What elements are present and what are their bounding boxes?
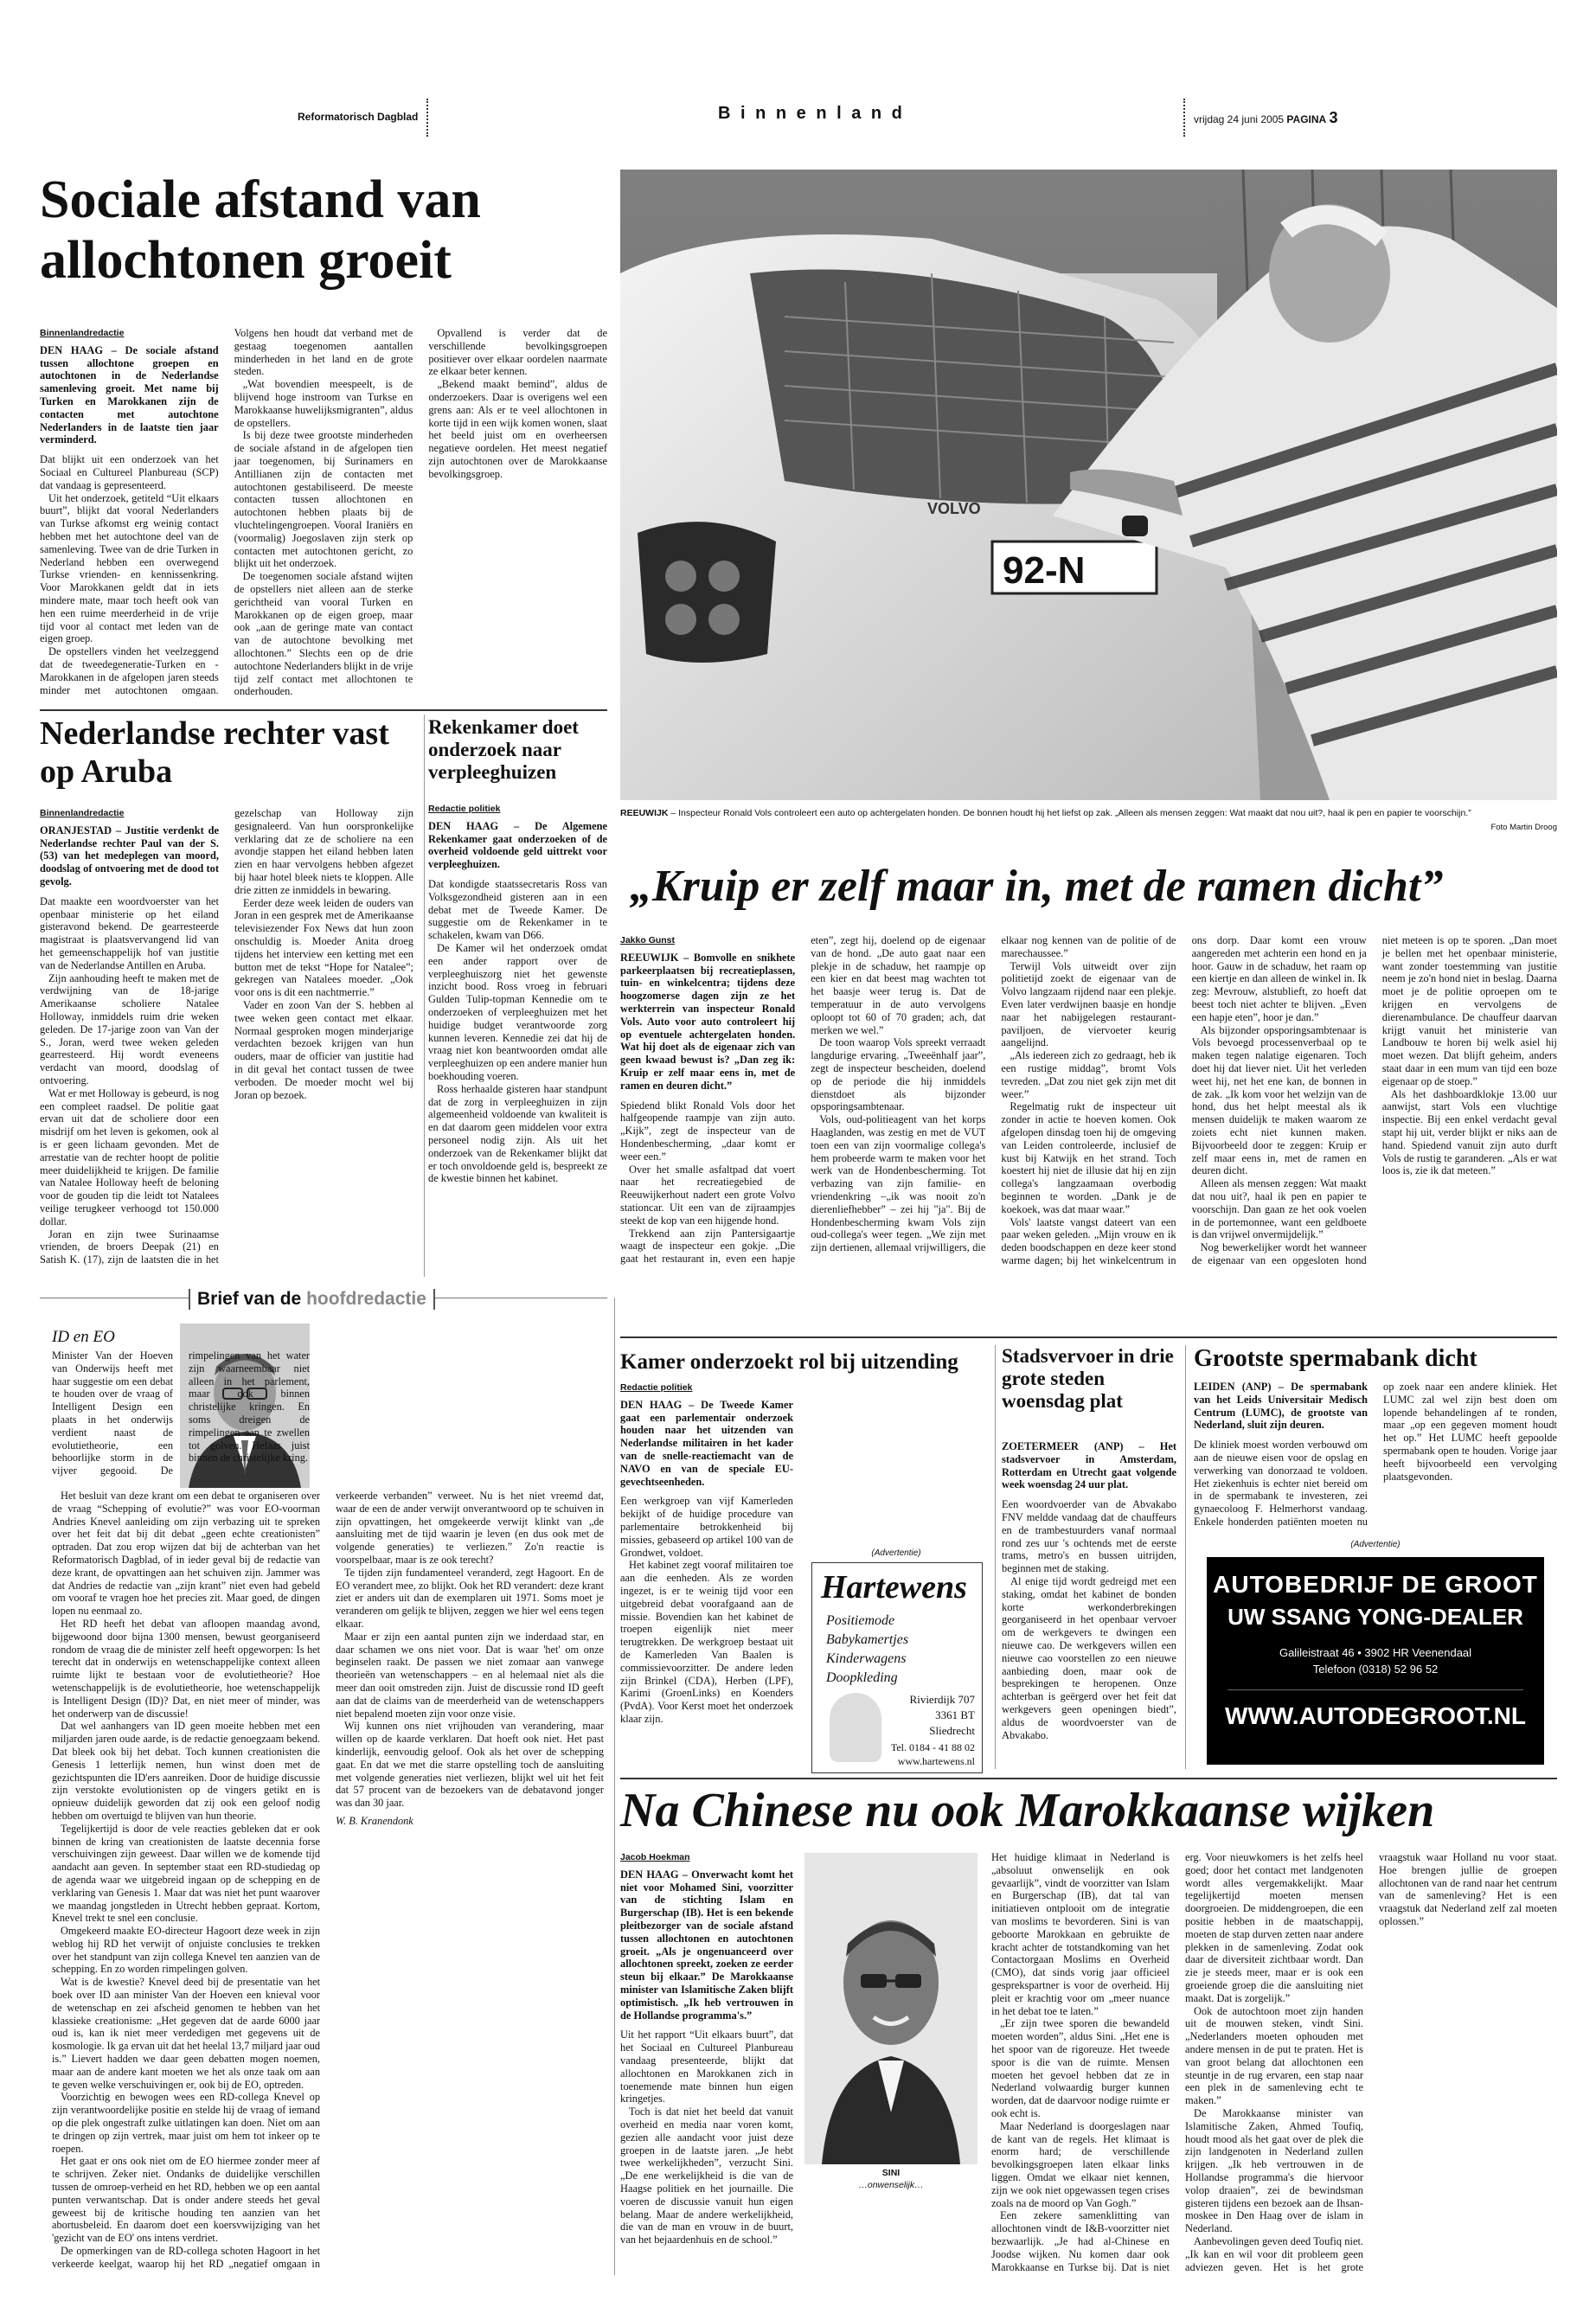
article-sperma-body [1194, 1381, 1557, 1536]
headline-aruba: Nederlandse rechter vast op Aruba [40, 715, 389, 790]
article-afstand-body [40, 327, 607, 703]
ad-hartewens-web: www.hartewens.nl [897, 1755, 975, 1767]
paragraph: Het RD heeft het debat van afloopen maandag avond, bijgewoond door bijna 1300 mensen, bewust georganiseerd rondom de vraag die de minister zelf heeft opgeworpen: Is het terecht dat in onderwijs en wetenschappelijke context alleen ruimte lijkt te bestaan voor de evolutietheorie? Hoe wetenschappelijk is de evolutietheorie, hoe wetenschappelijk is Intelligent Design (ID)? Dat, en niet meer of minder, was het onderwerp van de discussie! [52, 1617, 320, 1720]
sini-caption-quote: …onwenselijk… [858, 2180, 924, 2190]
paragraph: De Kamer wil het onderzoek omdat een ander rapport over de verpleeghuiszorg niet het gewenste inzicht bood. Ross vroeg in februari Gulden Tulip-topman Kennedie om te onderzoeken of verpleeghuizen met het huidige budget verantwoorde zorg kunnen leveren. Kennedie zei dat hij de vraag niet kon beantwoorden omdat alle verpleeghuizen op een andere manier hun boekhouding voeren. [428, 941, 607, 1082]
paragraph: Als bijzonder opsporingsambtenaar is Vols bevoegd processenverbaal op te maken tegen nalatige eigenaren. Toch doet hij dat liever niet. Uit het verleden weet hij, net het ene kan, de bonnen in de zak. „Ik kom voor het welzijn van de hond, dus het helpt meestal als ik mensen duidelijk te maken waarom ze zoiets echt niet kunnen maken. Bijvoorbeeld door te zeggen: Kruip er zelf maar eens in, met de ramen en deuren dicht. [1191, 1023, 1367, 1177]
byline-afstand: Binnenlandredactie [40, 328, 125, 338]
paragraph: Wat is de kwestie? Knevel deed bij de presentatie van het boek over ID aan minister Van der Hoeven een knieval voor de wetenschap en zei afscheid genomen te hebben van het klassieke creationisme: „Het gegeven dat de aarde 6000 jaar oud is, kan ik niet meer verdedigen met gegevens uit de kosmologie. Ik ga ervan uit dat het heelal 13,7 miljard jaar oud is.” Lievert hadden we daar geen debatten mogen noemen, maar aan de andere kant moeten we het als onze taak om aan te geven welke verschuivingen er, ook bij de EO, optreden. [52, 1976, 320, 2091]
divider-chinese-top [620, 1778, 1557, 1779]
photo-car-inspector [620, 170, 1557, 800]
lead-aruba: ORANJESTAD – Justitie verdenkt de Nederlandse rechter Paul van der S. (53) van het medeplegen van moord, doodslag of ontvoering met de dood tot gevolg. [40, 824, 219, 888]
license-plate-text: 92-N [1003, 549, 1086, 592]
sini-portrait [804, 1853, 977, 2164]
masthead-page-label: PAGINA [1286, 113, 1327, 125]
paragraph: De Marokkaanse minister van Islamitische Zaken, Ahmed Toufiq, houdt mood als het gaat over de plek die zijn landgenoten in Nederland zullen krijgen. „Ik heb vertrouwen in de Hollandse programma's die hiervoor volop draaien”, zei de bewindsman gisteren tijdens een bezoek aan de Ihsan-moskee in Den Haag over de islam in Nederland. [1185, 2106, 1363, 2235]
paragraph: „Bekend maakt bemind”, aldus de onderzoekers. Daar is overigens wel een grens aan: Als er te veel allochtonen in korte tijd in een wijk komen wonen, slaat het beeld juist om en overheersen negatieve oordelen. Het meest negatief zijn autochtonen over de Marokkaanse bevolkingsgroep. [428, 378, 607, 480]
paragraph: Opvallend is verder dat de verschillende bevolkingsgroepen positiever over elkaar oordelen naarmate ze elkaar beter kennen. [428, 327, 607, 378]
paragraph: Dat blijkt uit een onderzoek van het Sociaal en Cultureel Planbureau (SCP) dat vandaag is gepresenteerd. [40, 453, 219, 491]
divider-kamer-top [620, 1336, 1557, 1338]
paragraph: „Wat bovendien meespeelt, is de blijvend hoge instroom van Turkse en Marokkaanse huwelijksmigranten”, aldus de opstellers. [234, 378, 413, 429]
article-stadsvervoer-body [1002, 1440, 1176, 1773]
divider-sperma [1185, 1345, 1186, 1769]
caption-place: REEUWIJK [620, 808, 669, 818]
brief-title: ID en EO [52, 1328, 115, 1346]
article-kruip-body [620, 934, 1557, 1276]
brief-header-a: Brief van de [197, 1289, 302, 1309]
headline-kruip: „Kruip er zelf maar in, met de ramen dicht” [630, 862, 1444, 911]
ad-groot-web[interactable]: WWW.AUTODEGROOT.NL [1225, 1702, 1526, 1729]
main-photo-caption [620, 808, 1557, 819]
article-rekenkamer-body [428, 803, 607, 1279]
baby-illustration-icon [830, 1693, 881, 1762]
ad-hartewens-line: Babykamertjes [826, 1632, 909, 1647]
paragraph: Wat er met Holloway is gebeurd, is nog een compleet raadsel. De politie gaat ervan uit dat de scholiere door een misdrijf om het leven is gekomen, ook al is er geen lichaam gevonden. Met de arrestatie van de rechter hoopt de politie meer duidelijkheid te krijgen. De familie van Natalee Holloway heeft de beloning voor de gouden tip die leidt tot Natalees veilige terugkeer verhoogd tot 150.000 dollar. [40, 1086, 219, 1227]
ad-hartewens-line: Positiemode [826, 1613, 895, 1628]
paragraph: Wij kunnen ons niet vrijhouden van verandering, maar willen op de kaarde verklaren. Dat hoeft ook niet. Het past kinderlijk, eenvoudig geloof. Ook als het over de schepping gaat. En dat we met die starre opstelling toch de aansluiting met volgende generaties niet verliezen, blijkt wel uit het feit dat 57 procent van de bezoekers van de debatavond jonger was dan 30 jaar. [336, 1720, 604, 1810]
ad-groot-label: (Advertentie) [1350, 1540, 1401, 1549]
paragraph: „Als iedereen zich zo gedraagt, heb ik een rustige middag”, bromt Vols tevreden. „Dat zou niet gek zijn met dit weer.” [1001, 1049, 1176, 1100]
paragraph: De toon waarop Vols spreekt verraadt langdurige ervaring. „Tweeënhalf jaar”, zegt de inspecteur bescheiden, doelend op de periode die hij inmiddels dienstdoet als bijzonder opsporingsambtenaar. [811, 1036, 986, 1113]
paragraph: Als het dashboardklokje 13.00 uur aanwijst, start Vols een vluchtige inspectie. Bij een enkel verdacht geval stapt hij uit, verder blijkt er niks aan de hand. Spiedend vanuit zijn auto durft Vols de rustig te garanderen. „Als er wat loos is, zie ik dat meteen.” [1381, 1087, 1557, 1177]
paragraph: Ook de autochtoon moet zijn handen uit de mouwen steken, vindt Sini. „Nederlanders moeten ophouden met andere mensen in de put te praten. Het is van groot belang dat allochtonen een steuntje in de rug ervaren, een stap naar een plek in de samenleving echt te maken.” [1185, 2004, 1363, 2107]
paragraph: Terwijl Vols uitweidt over zijn politietijd zoekt de eigenaar van de Volvo langzaam rijdend naar een plekje. Even later verdwijnen baasje en hondje naar het nabijgelegen restaurant-paviljoen, de viervoeter keurig aangelijnd. [1001, 959, 1176, 1049]
masthead-section: B i n n e n l a n d [718, 104, 905, 123]
paragraph: Het huidige klimaat in Nederland is „absoluut onwenselijk en ook gevaarlijk”, vindt de voorzitter van Islam en Burgerschap (IB), dat tal van initiatieven ontplooit om de integratie van moslims te bevorderen. Sini is van geboorte Marokkaan en gebruikte de kracht achter de totstandkoming van het Contactorgaan Moslims en Overheid (CMO), dat sinds vorig jaar officieel gesprekspartner is voor de overheid. Hij pleit er krachtig voor om „meer nuance in het debat toe te laten.” [991, 1851, 1170, 2017]
lead-kruip: REEUWIJK – Bomvolle en snikhete parkeerplaatsen bij recreatieplassen, tuin- en winkelcentra; tijdens deze hoogzomerse dagen zijn ze het werkterrein van inspecteur Ronald Vols. Auto voor auto controleert hij op eventuele achtergelaten honden. Wat hij doet als de eigenaar zich van geen kwaad bewust is? „Dan zeg ik: Kruip er zelf maar eens in, met de ramen en deuren dicht.” [620, 951, 796, 1092]
headline-chinese: Na Chinese nu ook Marokkaanse wijken [620, 1784, 1435, 1837]
lead-stadsvervoer: ZOETERMEER (ANP) – Het stadsvervoer in Amsterdam, Rotterdam en Utrecht gaat volgende week woensdag 24 uur plat. [1002, 1440, 1176, 1491]
brief-body [52, 1490, 604, 2275]
lead-afstand: DEN HAAG – De sociale afstand tussen allochtone groepen en autochtonen in de Nederlandse samenleving groeit. Met name bij Turken en Marokkanen zijn de contacten met autochtone Nederlanders in de laatste tien jaar verminderd. [40, 343, 219, 446]
paragraph: Vader en zoon Van der S. hebben al twee weken geen contact met elkaar. Normaal gesproken mogen minderjarige verdachten bezoek krijgen van hun ouders, maar de officier van justitie had in dit geval het contact tussen de twee verboden. De moeder mocht wel bij Joran op bezoek. [234, 998, 413, 1101]
byline-kamer: Redactie politiek [620, 1382, 693, 1393]
paragraph: Uit het rapport “Uit elkaars buurt”, dat het Sociaal en Cultureel Planbureau vandaag presenteerde, blijkt dat allochtonen en Marokkanen zich in toenemende mate binnen hun eigen kringetjes. [620, 2029, 793, 2106]
paragraph: Het gaat er ons ook niet om de EO hiermee zonder meer af te schrijven. Zeker niet. Ondanks de duidelijke verschillen tussen de omroep-verheid en het RD, hebben we op een aantal punten verwantschap. Dat is onder andere steeds het geval geweest bij de kritische houding ten aanzien van het abortusbeleid. En daarom doet een koersvwijziging van het 'gezicht van de EO' ons intens verdriet. [52, 2155, 320, 2245]
paragraph: De opmerkingen van de RD-collega schoten Hagoort in het verkeerde keelgat, waarop hij het RD „negatief omgaan in verkeerde verbanden” verweet. Nu is het niet vreemd dat, waar de een de ander verwijt onverantwoord op te schuiven in zijn opvattingen, het omgekeerde verwijt klinkt van „de aansluiting met de tijd waarin je leven (en dus ook met de volgende generaties) te verliezen.” Zo'n reactie is voorspelbaar, maar is ze ook terecht? [52, 1490, 604, 2270]
sini-caption-name: SINI [881, 2168, 901, 2178]
masthead-divider-right [1183, 99, 1185, 137]
headline-sperma: Grootste spermabank dicht [1194, 1345, 1477, 1372]
ad-hartewens[interactable] [811, 1562, 983, 1773]
car-badge-text: VOLVO [927, 500, 981, 517]
ad-hartewens-brand: Hartewens [821, 1569, 967, 1606]
ad-hartewens-address2: 3361 BT [935, 1708, 975, 1721]
paragraph: Is bij deze twee grootste minderheden de sociale afstand in de afgelopen tien jaar toegenomen, bij Surinamers en Antillianen zijn de contacten met autochtonen gestabiliseerd. De meeste contacten tussen allochtonen en autochtonen hebben plaats bij de vluchtelingengroepen. Vooral Iraniërs en (voormalig) Joegoslaven zijn sterk op contacten met autochtonen gericht, zo blijkt uit het onderzoek. [234, 429, 413, 570]
lead-kamer: DEN HAAG – De Tweede Kamer gaat een parlementair onderzoek houden naar het uitzenden van Nederlandse militairen in het kader van de snelle-reactiemacht van de NAVO en van de speciale EU-gevechtseenheden. [620, 1398, 793, 1488]
headline-afstand: Sociale afstand van allochtonen groeit [40, 170, 481, 290]
byline-chinese: Jacob Hoekman [620, 1852, 690, 1862]
paragraph: De opstellers vinden het veelzeggend dat de tweedegeneratie-Turken en -Marokkanen in de afgelopen jaren steeds minder met autochtonen omgaan. Volgens hen houdt dat verband met de gestaag toegenomen aantallen minderheden in het land en de grote steden. [40, 327, 413, 696]
paragraph: Zijn aanhouding heeft te maken met de verdwijning van de 18-jarige Amerikaanse scholiere Natalee Holloway, inmiddels ruim drie weken geleden. De 17-jarige zoon van Van der S., Joran, werd twee weken geleden gearresteerd. Hij wordt eveneens verdacht van moord, doodslag of ontvoering. [40, 971, 219, 1086]
lead-sperma: LEIDEN (ANP) – De spermabank van het Leids Universitair Medisch Centrum (LUMC), de grootste van Nederland, sluit zijn deuren. [1194, 1381, 1368, 1432]
main-photo [620, 170, 1557, 800]
paragraph: Vols' laatste vangst dateert van een paar weken geleden. „Mijn vrouw en ik deden boodschappen en deze keer stond warme dagen; bij het winkelcentrum in ons dorp. Daar komt een vrouw aangereden met achterin een hond en ja hoor. Gauw in de schaduw, het raam op een kiertje en dan alleen de winkel in. Ik zeg: Mevrouw, alstublieft, zo hoeft dat beest toch niet achter te blijven. „Even een hapje eten”, hoor je dan.” [1001, 934, 1367, 1266]
ad-hartewens-line: Doopkleding [826, 1670, 898, 1685]
paragraph: Ross herhaalde gisteren haar standpunt dat de zorg in verpleeghuizen in zijn algemeenheid voldoende van kwaliteit is en dat daarom geen middelen voor extra personeel nodig zijn. Als uit het onderzoek van de Rekenkamer blijkt dat er toch onvoldoende geld is, bespreekt ze de kwestie binnen het kabinet. [428, 1082, 607, 1185]
headline-rekenkamer: Rekenkamer doet onderzoek naar verpleeghuizen [428, 716, 579, 783]
masthead-date: vrijdag 24 juni 2005 [1194, 113, 1285, 125]
masthead-page-number: 3 [1329, 109, 1338, 126]
paragraph: De toegenomen sociale afstand wijten de opstellers niet alleen aan de sterke gerichtheid van vooral Turken en Marokkanen op de eigen groep, maar ook „aan de geringe mate van contact van de autochtone bevolking met allochtonen.” Slechts een op de drie autochtone Nederlanders blijkt in de vrije tijd zelf contact met allochtonen te onderhouden. [234, 570, 413, 698]
paragraph: Eerder deze week leiden de ouders van Joran in een gesprek met de Amerikaanse televisiezender Fox News dat hun zoon onschuldig is. Moeder Anita droeg tijdens het interview een ketting met een button met de tekst “Hope for Natalee”; gekregen van Natalees moeder. „Ook voor ons is dit een nachtmerrie.” [234, 896, 413, 999]
byline-rekenkamer: Redactie politiek [428, 804, 501, 814]
paragraph: Het kabinet zegt vooraf militairen toe aan die eenheden. Als ze worden ingezet, is er te weinig tijd voor een uitgebreid debat voorafgaand aan de missie. Bovendien kan het kabinet de troepen eigenlijk niet meer terugtrekken. De werkgroep bestaat uit de Kamerleden Van Baalen is commissievoorzitter. De andere leden zijn Brinkel (CDA), Herben (LPF), Karimi (GroenLinks) en Koenders (PvdA). Voor Kerst moet het onderzoek klaar zijn. [620, 1559, 793, 1725]
paragraph: Joran en zijn twee Surinaamse vrienden, de broers Deepak (21) en Satish K. (17), zijn de laatsten die in het gezelschap van Holloway zijn gesignaleerd. Van hun oorspronkelijke verklaring dat ze de scholiere na een avondje stappen het eiland hebben laten zien en haar vervolgens hebben afgezet bij haar hotel bleek niets te kloppen. Alle drie zitten ze inmiddels in bewaring. [40, 807, 413, 1266]
paragraph: Nog bewerkelijker wordt het wanneer de eigenaar van een opgesloten hond niet meteen is op te sporen. „Dan moet je bellen met het openbaar ministerie, want zonder toestemming van justitie neem je zo'n hond niet in beslag. Daarna moet je de politie oproepen om te krijgen en vervolgens de dierenambulance. De chauffeur daarvan krijgt vanuit het ministerie van Landbouw te horen bij welk asiel hij moet wezen. Dat blijft geheim, anders staat daar in een mum van tijd een boze eigenaar op de stoep.” [1191, 934, 1557, 1266]
article-aruba-body [40, 807, 413, 1278]
brief-signature: W. B. Kranendonk [336, 1814, 413, 1827]
paragraph: Maar Nederland is doorgeslagen naar de kant van de regels. Het klimaat is enorm hard; de verschillende bevolkingsgroepen laten elkaar links liggen. Omdat we elkaar niet kennen, zijn we ook niet opgewassen tegen crises zoals na de moord op Van Gogh.” [991, 2119, 1170, 2209]
paragraph: De kliniek moest worden verbouwd om aan de nieuwe eisen voor de opslag en verwerking van donorzaad te voldoen. Het ziekenhuis is echter niet bereid om in de spermabank te investeren, zei gynaecoloog F. Helmerhorst vandaag. Enkele honderden patiënten moeten nu op zoek naar een andere kliniek. Het LUMC zal wel zijn best doen om lopende behandelingen af te ronden, maar „op een gegeven moment houdt het op.” Het LUMC heeft gepoolde spermabank open te houden. Vorige jaar heeft bijvoorbeeld een vervolging plaatsgevonden. [1194, 1381, 1557, 1528]
paragraph: Een zekere samenklitting van allochtonen vindt de I&B-voorzitter niet bezwaarlijk. „Je had al-Chinese en Joodse wijken. Nu komen daar ook Marokkaanse en Turkse bij. Dat is niet erg. Voor nieuwkomers is het zelfs heel goed; door het contact met landgenoten wordt alles vergemakkelijkt. Maar tegelijkertijd moeten mensen doorgroeien. De middengroepen, die een positie hebben in de maatschappij, moeten de stap durven zetten naar andere plekken in de samenleving. Zodat ook daar de diversiteit zichtbaar wordt. Dan zie je steeds meer, maar er is ook een groeiende groep die die aansluiting niet maakt. Dat is zorgelijk.” [991, 1851, 1363, 2273]
paragraph: Trekkend aan zijn Pantersigaartje waagt de inspecteur een gokje. „Die gaat het restaurant in, even een hapje eten”, zegt hij, doelend op de eigenaar van de hond. „De auto gaat naar een plekje in de schaduw, het raampje op een kier en dat beest mag wachten tot het baasje weer terug is. Dat de temperatuur in de auto vervolgens oploopt tot 60 of 70 graden; ach, dat merken we wel.” [620, 934, 986, 1266]
ad-hartewens-phone: Tel. 0184 - 41 88 02 [890, 1741, 975, 1753]
paragraph: Alleen als mensen zeggen: Wat maakt dat nou uit?, haal ik pen en papier te voorschijn. Dan gaan ze het ook voelen in de portemonnee, want een geldboete is dan vrijwel onvermijdelijk.” [1191, 1177, 1367, 1241]
ad-groot-address: Galileistraat 46 • 3902 HR Veenendaal [1279, 1646, 1472, 1659]
paragraph: Een woordvoerder van de Abvakabo FNV meldde vandaag dat de chauffeurs en de trambestuurders vanaf normaal rond zes uur 's ochtends met de eerste trams, metro's en bussen uitrijden, beginnen met de staking. [1002, 1498, 1176, 1575]
paragraph: Omgekeerd maakte EO-directeur Hagoort deze week in zijn weblog hij RD het verwijt of onjuiste conclusies te trekken over het standpunt van zijn collega Knevel ten aanzien van de schepping. En zo worden rimpelingen golven. [52, 1925, 320, 1976]
caption-text: – Inspecteur Ronald Vols controleert een auto op achtergelaten honden. De bonnen houdt hij het liefst op zak. „Alleen als mensen zeggen: Wat maakt dat nou uit?, haal ik pen en papier te voorschijn.” [668, 808, 1471, 818]
paragraph: Te tijden zijn fundamenteel veranderd, zegt Hagoort. En de EO verandert mee, zo blijkt. Ook het RD verandert: deze krant ziet er anders uit dan de exemplaren uit 1971. Soms moet je veranderen om gelijk te blijven, zeggen we hier wel eens tegen elkaar. [336, 1566, 604, 1630]
paragraph: Maar er zijn een aantal punten zijn we inderdaad star, en daar schamen we ons niet voor. Dat is waar 'het' om onze beginselen raakt. De passen we niet zomaar aan vanwege theorieën van wetenschappers – en al helemaal niet als die meer dan ooit omstreden zijn. Juist de discussie rond ID geeft aan dat de claims van de meerderheid van de wetenschappers niet bepalend moeten zijn voor onze visie. [336, 1630, 604, 1720]
brief-col1 [52, 1349, 310, 1488]
paragraph: Dat wel aanhangers van ID geen moeite hebben met een miljarden jaren oude aarde, is de redactie genoegzaam bekend. Dat bleek ook bij het debat. Toch kunnen creationisten die Genesis 1 letterlijk nemen, hun winst doen met de gezichtspunten die ID'ers aanreiken. Door de huidige discussie zijn verstokte evolutionisten op de vingers getikt en is opnieuw duidelijk geworden dat zij ook een geloof nodig hebben om overtuigd te blijven van hun theorie. [52, 1720, 320, 1822]
paragraph: Regelmatig rukt de inspecteur uit zonder in actie te hoeven komen. Ook afgelopen dinsdag toen hij de omgeving van Leiden controleerde, inclusief de kust bij Katwijk en het strand. Toch koestert hij niet de illusie dat hij en zijn collega's langzaamaan overbodig beginnen te worden. „Dank je de koekoek, was dat maar waar.” [1001, 1100, 1176, 1215]
ad-hartewens-line: Kinderwagens [826, 1651, 907, 1666]
ad-hartewens-label: (Advertentie) [871, 1548, 921, 1558]
byline-kruip: Jakko Gunst [620, 935, 676, 945]
paragraph: „Er zijn twee sporen die bewandeld moeten worden”, aldus Sini. „Het ene is het spoor van de rigoreuze. Het tweede spoor is die van de ruimte. Mensen moeten het gevoel hebben dat ze in Nederland volwaardig burger kunnen worden, dat de daarvoor nodige ruimte er ook echt is. [991, 2017, 1170, 2119]
ad-groot-divider [1227, 1689, 1523, 1690]
paragraph: Dat maakte een woordvoerster van het openbaar ministerie op het eiland gisteravond bekend. De gearresteerde magistraat is plaatsvervangend lid van het gemeenschappelijk hof van justitie van de Nederlandse Antillen en Aruba. [40, 894, 219, 971]
lead-rekenkamer: DEN HAAG – De Algemene Rekenkamer gaat onderzoeken of de overheid voldoende geld uittrekt voor verpleeghuizen. [428, 819, 607, 871]
ad-groot-phone: Telefoon (0318) 52 96 52 [1312, 1663, 1439, 1676]
divider-brief-right [614, 1298, 615, 2275]
lead-chinese: DEN HAAG – Onverwacht komt het niet voor Mohamed Sini, voorzitter van de stichting Islam en Burgerschap (IB). Het is een bekende pleitbezorger van de sociale afstand tussen allochtonen en autochtonen groeit. „Als je ongenuanceerd over allochtonen spreekt, zoeken ze eerder steun bij elkaar.” De Marokkaanse minister van Islamitische Zaken blijft optimistisch. „Ik heb vertrouwen in de Hollandse programma's.” [620, 1868, 793, 2022]
paragraph: Minister Van der Hoeven van Onderwijs heeft met haar suggestie om een debat te houden over de vraag of Intelligent Design een plaats in het onderwijs verdient naast de evolutietheorie, een behoorlijke storm in de vijver gegooid. De rimpelingen van het water zijn waarneembaar niet alleen in het parlement, maar ook binnen christelijke kringen. En soms dreigen de rimpelingen aan te zwellen tot golven. Helaas juist binnen de christelijke kring. [52, 1349, 310, 1477]
brief-header [189, 1289, 435, 1310]
portrait-sini [804, 1853, 977, 2164]
article-chinese-right [991, 1851, 1557, 2275]
paragraph: Dat kondigde staatssecretaris Ross van Volksgezondheid gisteren aan in een debat met de Tweede Kamer. De suggestie om de Rekenkamer in te schakelen, kwam van D66. [428, 877, 607, 942]
paragraph: Een werkgroep van vijf Kamerleden bekijkt of de huidige procedure van parlementaire betrokkenheid bij missies, gebaseerd op artikel 100 van de Grondwet, voldoet. [620, 1495, 793, 1559]
headline-kamer: Kamer onderzoekt rol bij uitzending [620, 1350, 958, 1374]
byline-aruba: Binnenlandredactie [40, 808, 125, 818]
ad-groot-line2: UW SSANG YONG-DEALER [1227, 1604, 1523, 1630]
paragraph: Al enige tijd wordt gedreigd met een staking, omdat het kabinet de bonden korte werkonderbrekingen georganiseerd in het openbaar vervoer om de werkgevers te dwingen een nieuwe cao. De werkgevers willen een nieuwe cao voorstellen zo een nieuwe aanbieding doen, maar ook de besprekingen te heropenen. Onze achterban is geërgerd over het feit dat werkgevers geen openingen biedt”, aldus de woordvoerster van de Abvakabo. [1002, 1574, 1176, 1741]
paragraph: Over het smalle asfaltpad dat voert naar het recreatiegebied de Reeuwijkerhout nadert een grote Volvo stationcar. Uit een van de zijraampjes steekt de kop van een hijgende hond. [620, 1163, 796, 1227]
article-chinese-left [620, 1851, 793, 2275]
masthead-dateline [1194, 109, 1338, 127]
paragraph: Vols, oud-politieagent van het korps Haaglanden, was zestig en met de VUT toen een van zijn voormalige collega's hem probeerde warm te maken voor het werk van de Hondenbescherming. Tot verbazing van zijn familie- en vriendenkring –„ik was nooit zo'n dierenliefhebber” – zei hij "ja". Bij de Hondenbescherming kwam Vols zijn oud-collega's weer tegen. „We zijn met zijn dertienen, allemaal vrijwilligers, die elkaar nog kennen van de politie of de marechaussee.” [811, 934, 1176, 1254]
paragraph: Het besluit van deze krant om een debat te organiseren over de vraag “Schepping of evolutie?” was voor EO-voorman Andries Knevel aanleiding om zijn verbazing uit te spreken over het feit dat bij dit debat „geen echte creationisten” optraden. Dat zou erop wijzen dat bij de achterban van het Reformatorisch Dagblad, of in ieder geval bij de redactie van deze krant, de opvattingen aan het schuiven zijn. Jammer was dat Andries de redactie van „zijn krant” niet even had gebeld om vooraf te vragen hoe het precies zit. Maar goed, de dingen lopen nu eenmaal zo. [52, 1490, 320, 1618]
divider-rekenkamer [424, 715, 425, 1277]
paragraph: Uit het onderzoek, getiteld “Uit elkaars buurt”, blijkt dat vooral Nederlanders van Turkse afkomst erg weinig contact hebben met het autochtone deel van de samenleving. Twee van de drie Turken in Nederland hebben een overwegend Turkse vrienden- en kennissenkring. Voor Marokkanen geldt dat in iets mindere mate, maar toch heeft ook van hen een ruime meerderheid in de vrije tijd voor al contact met leden van de eigen groep. [40, 491, 219, 645]
masthead-divider-left [426, 99, 428, 137]
ad-hartewens-city: Sliedrecht [929, 1724, 975, 1737]
divider-stadsvervoer [995, 1345, 996, 1769]
paragraph: Aanbevolingen geven deed Toufiq niet. „Ik kan en wil voor dit probleem geen adviezen geven. Het is het grote vraagstuk waar Holland nu voor staat. Hoe brengen jullie de groepen allochtonen van de rand naar het centrum van de samenleving? Het is een vraagstuk dat Nederland zelf zal moeten oplossen.” [1185, 1851, 1557, 2273]
ad-hartewens-address1: Rivierdijk 707 [909, 1693, 975, 1706]
masthead-paper: Reformatorisch Dagblad [298, 111, 419, 123]
ad-groot-line1: AUTOBEDRIJF DE GROOT [1213, 1571, 1538, 1598]
paragraph: Voorzichtig en bewogen wees een RD-collega Knevel op zijn verantwoordelijke positie en stelde hij de vraag of iemand op die plek ongestraft zulke uitlatingen kan doen. Niet om aan te dringen op zijn vertrek, maar juist om hem tot inkeer op te roepen. [52, 2091, 320, 2155]
paragraph: Tegelijkertijd is door de vele reacties gebleken dat er ook binnen de kring van creationisten de laatste decennia forse verschuivingen zijn geweest. Daar willen we de komende tijd aandacht aan geven. In september staat een RD-studiedag op de agenda waar we uitgebreid ingaan op de schepping en de verklaring van Genesis 1. Maar dat was niet het punt waarover we maandag jongstleden in Utrecht hebben gepraat. Kortom, Knevel trekt te snel een conclusie. [52, 1822, 320, 1925]
ad-groot[interactable] [1207, 1557, 1544, 1765]
paragraph: Toch is dat niet het beeld dat vanuit overheid en media naar voren komt, gezien alle aandacht voor juist deze groepen in de laatste jaren. „Je hebt twee werkelijkheden”, verzucht Sini. „De ene werkelijkheid is die van de Haagse politiek en het journaille. Die voeren de discussie vanuit hun eigen belang. Maar de andere werkelijkheid, die van de man en vrouw in de buurt, van het bejaardenhuis en de school.” [620, 2106, 793, 2247]
brief-header-b: hoofdredactie [306, 1289, 426, 1309]
divider-afstand [40, 709, 607, 711]
headline-stadsvervoer: Stadsvervoer in drie grote steden woensdag plat [1002, 1345, 1174, 1412]
photo-credit: Foto Martin Droog [1490, 823, 1557, 832]
paragraph: Spiedend blikt Ronald Vols door het halfgeopende raampje van zijn auto. „Kijk”, zegt de inspecteur van de Hondenbescherming, „daar komt er weer een.” [620, 1099, 796, 1163]
